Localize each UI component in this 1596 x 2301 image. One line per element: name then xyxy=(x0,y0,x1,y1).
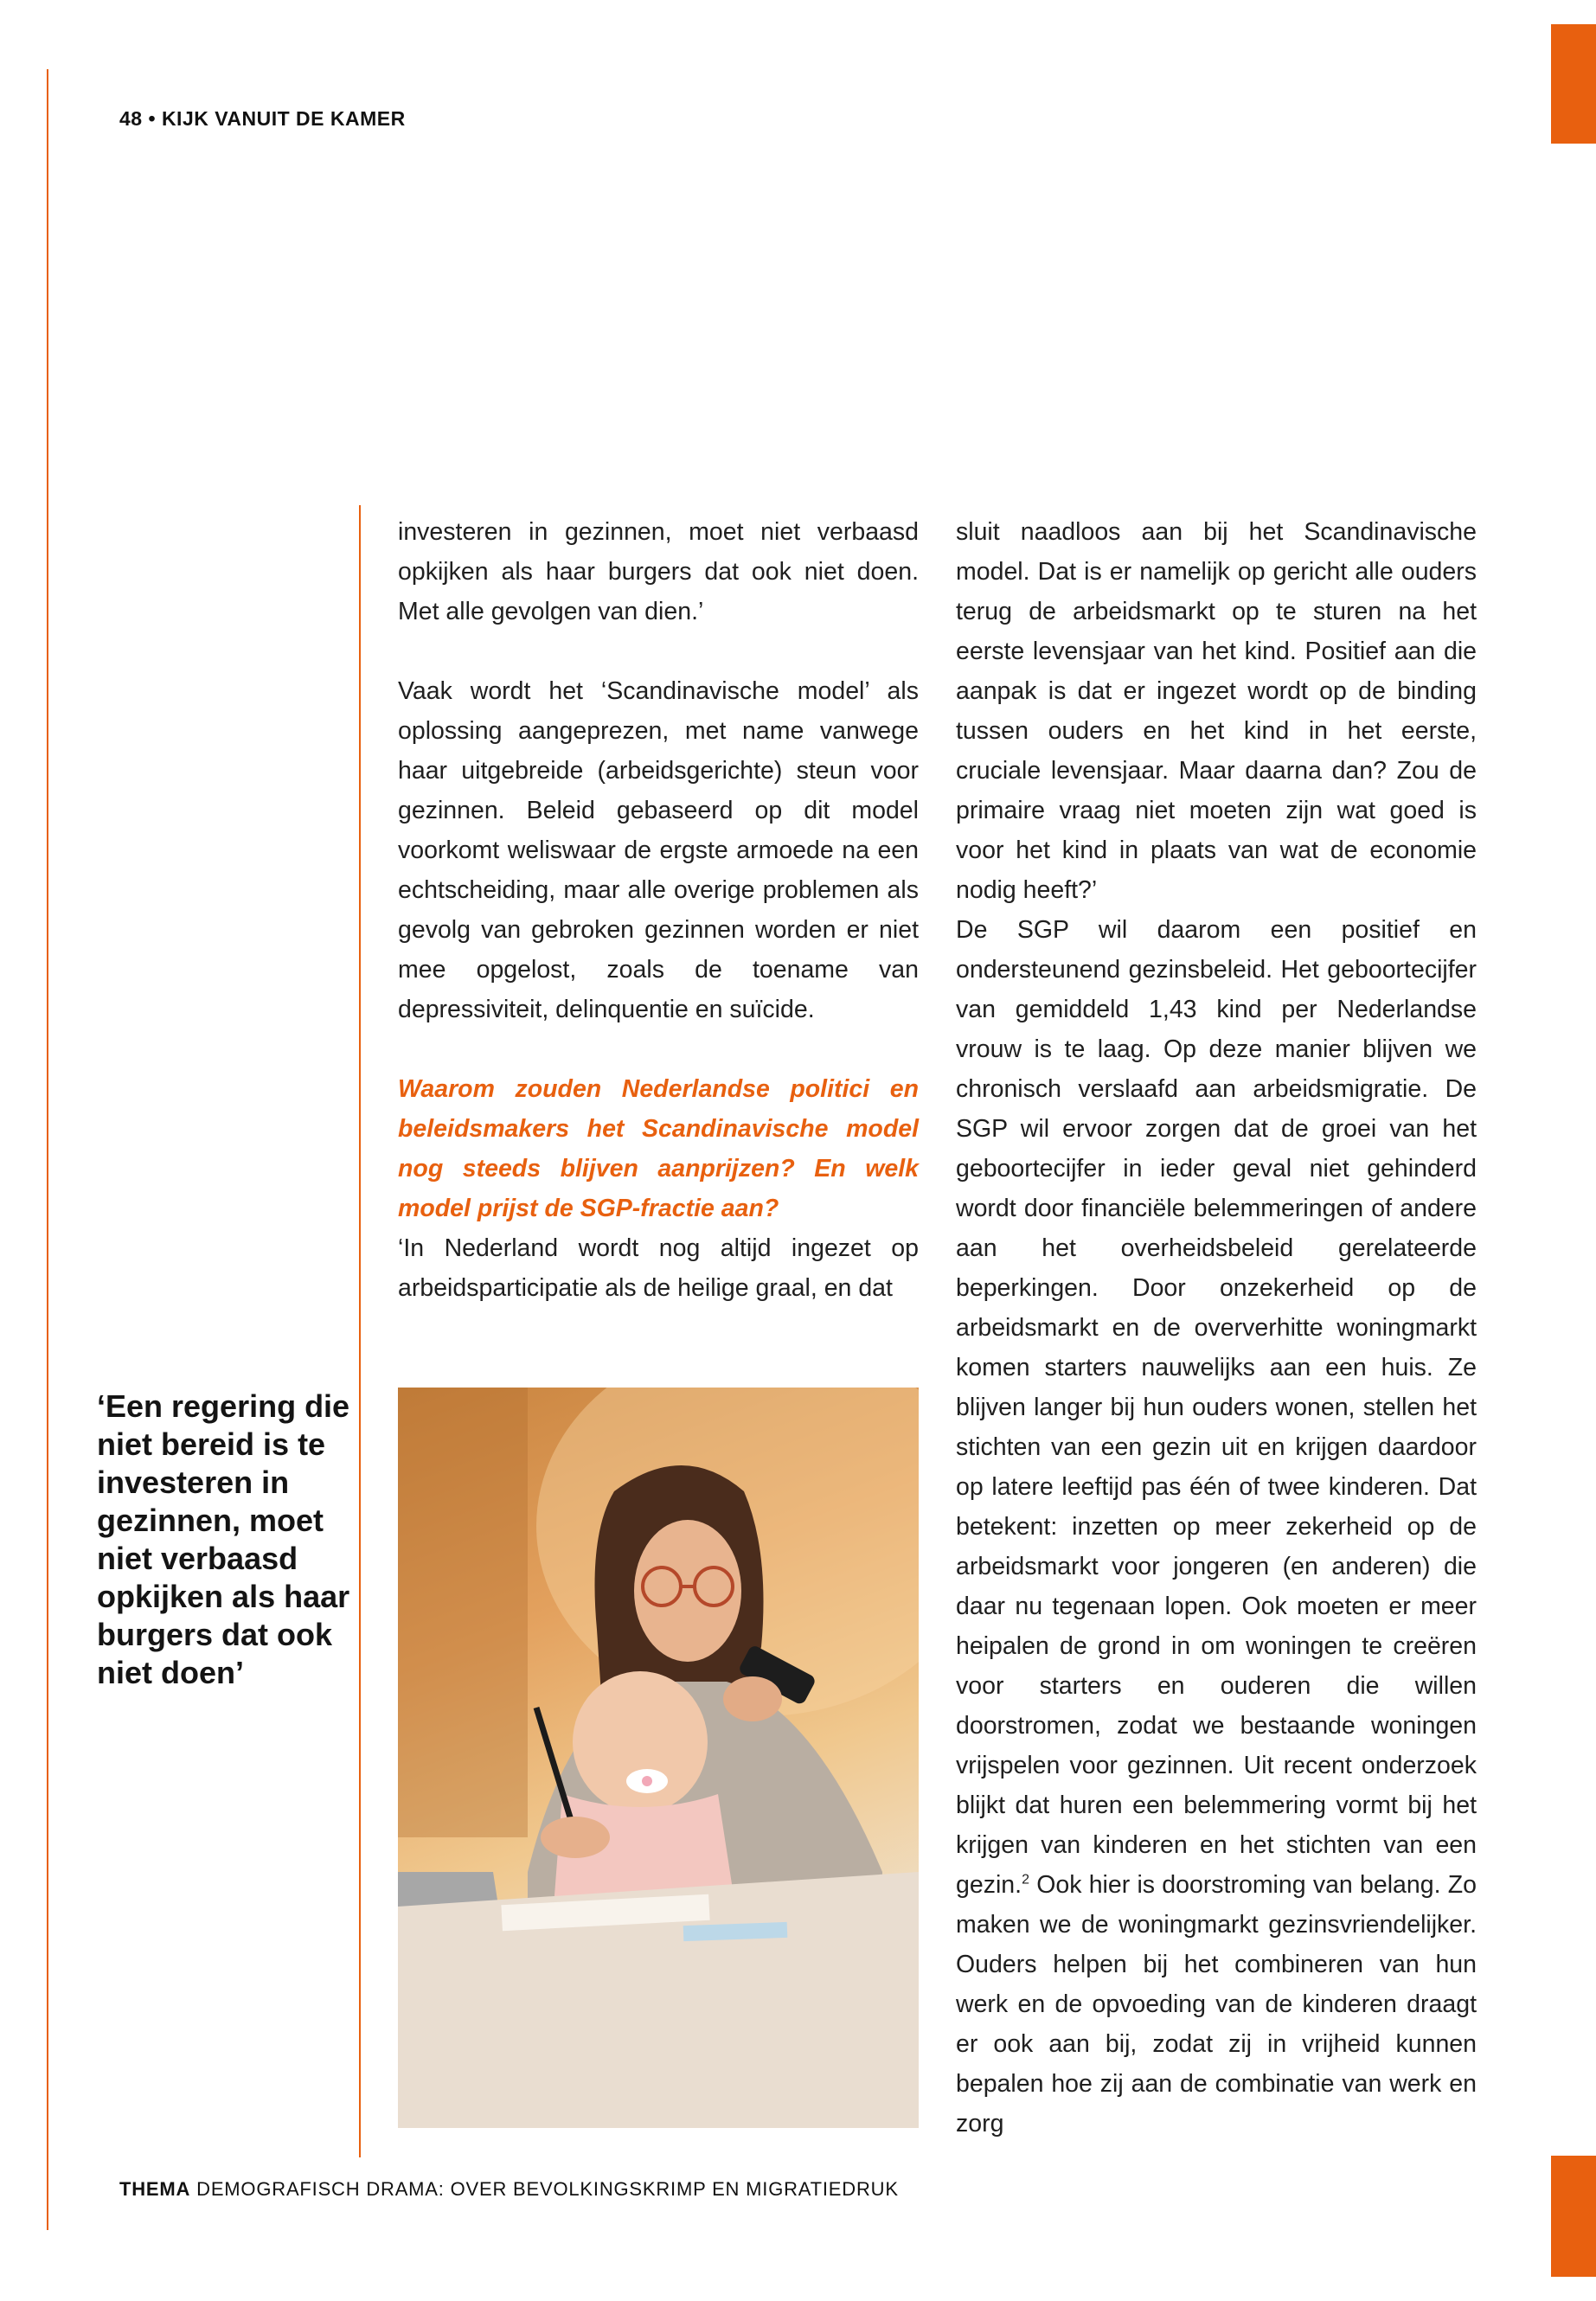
column-divider-rule xyxy=(359,505,361,2157)
paragraph: Vaak wordt het ‘Scandinavische model’ als oplossing aangeprezen, met name vanwege haar uitgebreide (arbeidsgerichte) steun voor gezinnen. Beleid gebaseerd op dit model voorkomt weliswaar de ergste armoede na een echtscheiding, maar alle overige problemen als gevolg van gebroken gezinnen worden er niet mee opgelost, zoals de toename van depressiviteit, delinquentie en suïcide. xyxy=(398,677,919,1023)
paragraph-text: Ook hier is doorstroming van belang. Zo maken we de woningmarkt gezinsvriendelijker. Ouders helpen bij het combineren van hun werk en de opvoeding van de kinderen draagt er ook aan bij, zodat zij in vrijheid kunnen bepalen hoe zij aan de combinatie van werk en zorg xyxy=(956,1871,1477,2138)
photo-illustration xyxy=(398,1388,919,2128)
paragraph-text: De SGP wil daarom een positief en ondersteunend gezinsbeleid. Het geboortecijfer van gemiddeld 1,43 kind per Nederlandse vrouw is te laag. Op deze manier blijven we chronisch verslaafd aan arbeidsmigratie. De SGP wil ervoor zorgen dat de groei van het geboortecijfer in ieder geval niet gehinderd wordt door financiële belemmeringen of andere aan het overheidsbeleid gerelateerde beperkingen. Door onzekerheid op de arbeidsmarkt en de oververhitte woningmarkt komen starters nauwelijks aan een huis. Ze blijven langer bij hun ouders wonen, stellen het stichten van een gezin uit en krijgen daardoor op latere leeftijd pas één of twee kinderen. Dat betekent: inzetten op meer zekerheid op de arbeidsmarkt voor jongeren (en anderen) die daar nu tegenaan lopen. Ook moeten er meer heipalen de grond in om woningen te creëren voor starters en ouderen die willen doorstromen, zodat we bestaande woningen vrijspelen voor gezinnen. Uit recent onderzoek blijkt dat huren een belemmering vormt bij het krijgen van kinderen en het stichten van een gezin. xyxy=(956,916,1477,1899)
article-column-1 xyxy=(398,512,919,1308)
footer-title: DEMOGRAFISCH DRAMA: OVER BEVOLKINGSKRIMP EN MIGRATIEDRUK xyxy=(196,2178,899,2200)
orange-edge-tab-bottom xyxy=(1551,2156,1596,2277)
interview-question: Waarom zouden Nederlandse politici en beleidsmakers het Scandinavische model nog steeds blijven aanprijzen? En welk model prijst de SGP-fractie aan? xyxy=(398,1075,919,1222)
running-header xyxy=(119,107,406,131)
orange-edge-tab-top xyxy=(1551,24,1596,144)
page-number: 48 xyxy=(119,107,143,130)
paragraph-with-footnote xyxy=(956,910,1477,2144)
paragraph: ‘In Nederland wordt nog altijd ingezet op arbeidsparticipatie als de heilige graal, en dat xyxy=(398,1234,919,1302)
footer-label: THEMA xyxy=(119,2178,191,2200)
article-photo xyxy=(398,1388,919,2128)
paragraph: sluit naadloos aan bij het Scandinavische model. Dat is er namelijk op gericht alle ouders terug de arbeidsmarkt op te sturen na het eerste levensjaar van het kind. Positief aan die aanpak is dat er ingezet wordt op de binding tussen ouders en het kind in het eerste, cruciale levensjaar. Maar daarna dan? Zou de primaire vraag niet moeten zijn wat goed is voor het kind in plaats van wat de economie nodig heeft?’ xyxy=(956,518,1477,904)
left-margin-rule xyxy=(47,69,48,2230)
pull-quote: ‘Een regering die niet bereid is te investeren in gezinnen, moet niet verbaasd opkijken als haar burgers dat ook niet doen’ xyxy=(97,1388,350,1690)
footnote-reference[interactable]: 2 xyxy=(1022,1872,1029,1888)
header-separator: • xyxy=(148,107,157,130)
paragraph: investeren in gezinnen, moet niet verbaasd opkijken als haar burgers dat ook niet doen. Met alle gevolgen van dien.’ xyxy=(398,518,919,625)
running-footer xyxy=(119,2178,899,2201)
section-title: KIJK VANUIT DE KAMER xyxy=(161,107,406,130)
article-column-2 xyxy=(956,512,1477,2144)
